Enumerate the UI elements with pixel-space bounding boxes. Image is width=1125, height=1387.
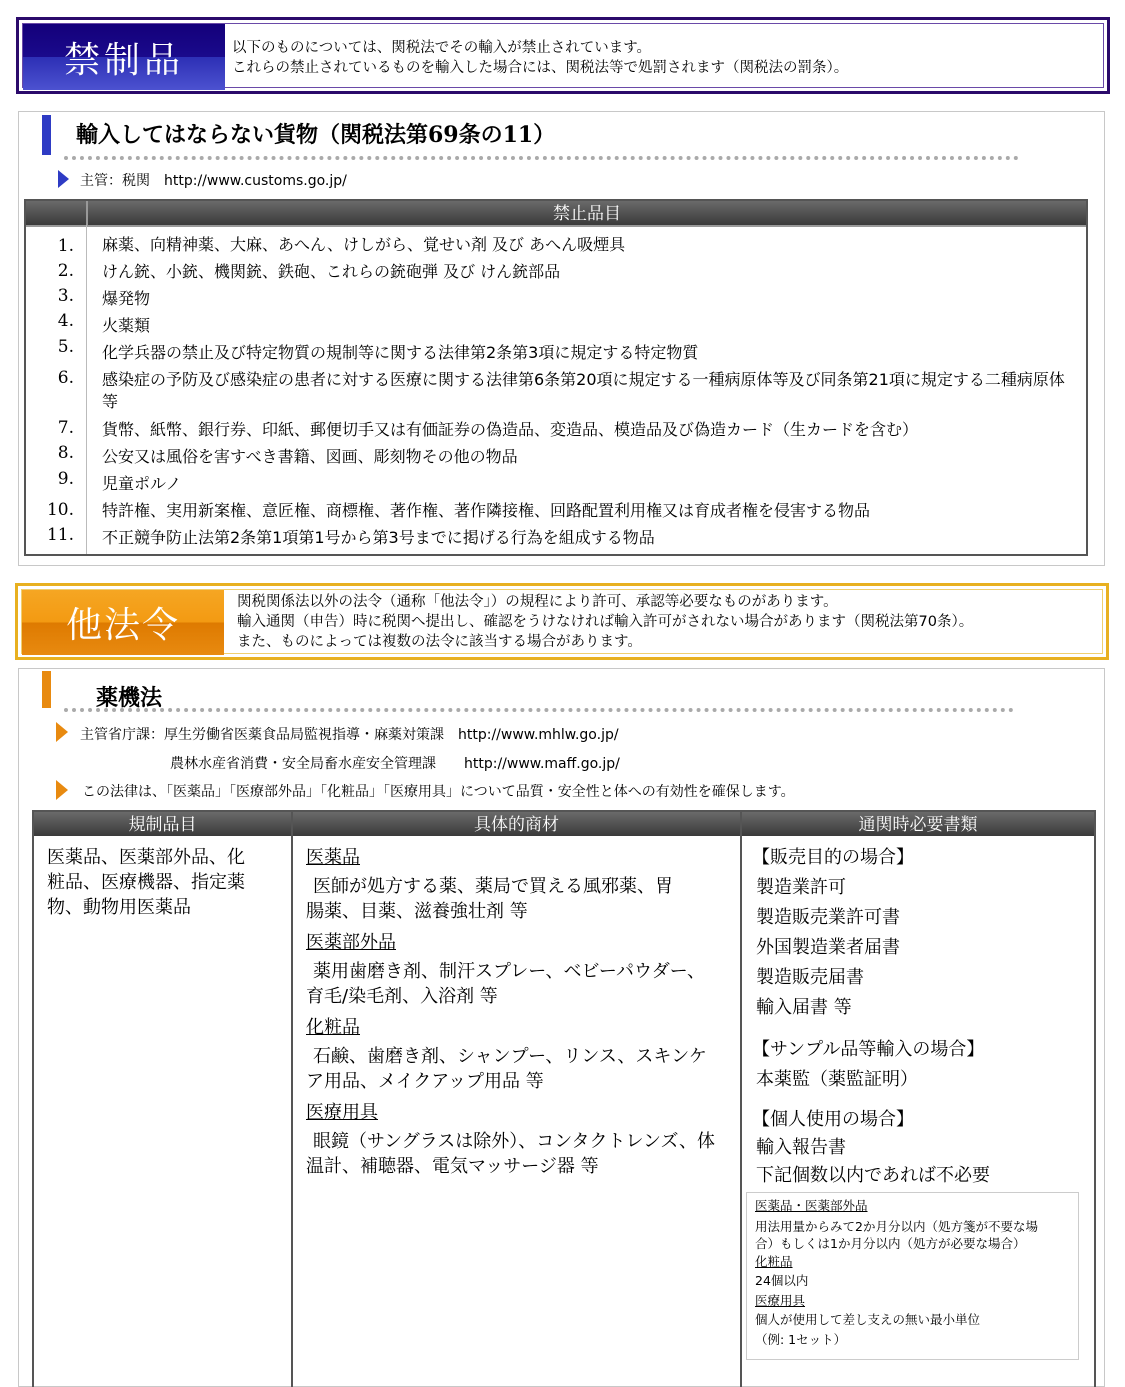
note-heading: 化粧品: [755, 1253, 793, 1269]
product-line: 薬用歯磨き剤、制汗スプレー、ベビーパウダー、: [313, 961, 706, 982]
product-line: 腸薬、目薬、滋養強壮剤 等: [306, 901, 528, 922]
document-item: 製造販売業許可書: [756, 907, 900, 928]
regulated-line: 粧品、医療機器、指定薬: [47, 872, 245, 893]
law-authority-1: 主管省庁課：厚生労働省医薬食品局監視指導・麻薬対策課 http://www.mhlw.go.jp/: [80, 727, 619, 743]
row-number: 10.: [46, 500, 74, 520]
other-laws-header: [15, 583, 1109, 660]
document-item: 下記個数以内であれば不必要: [756, 1165, 990, 1186]
dotted-divider: [64, 156, 1019, 160]
product-heading: 医薬部外品: [306, 932, 396, 953]
regulated-line: 医薬品、医薬部外品、化: [47, 847, 245, 868]
other-laws-desc-line: 輸入通関（申告）時に税関へ提出し、確認をうけなければ輸入許可がされない場合があります（関税法第70条）。: [237, 614, 974, 630]
table-row: 特許権、実用新案権、意匠権、商標権、著作権、著作隣接権、回路配置利用権又は育成者権を侵害する物品: [102, 501, 871, 520]
row-number: 7.: [57, 418, 74, 438]
title-bar-icon: [42, 671, 51, 708]
products-cell: [306, 845, 736, 1179]
note-line: 個人が使用して差し支えの無い最小単位: [755, 1312, 981, 1327]
prohibited-desc-line: 以下のものについては、関税法でその輸入が禁止されています。: [232, 40, 652, 56]
row-number: 6.: [57, 368, 74, 388]
document-item: 輸入届書 等: [756, 997, 852, 1018]
arrow-right-icon: [56, 722, 68, 742]
product-line: 医師が処方する薬、薬局で買える風邪薬、胃: [313, 876, 673, 897]
law-title: 薬機法: [96, 686, 163, 711]
other-laws-description: [237, 592, 973, 652]
document-item: 輸入報告書: [756, 1137, 846, 1158]
dotted-divider: [64, 708, 1014, 712]
row-number: 4.: [57, 311, 74, 331]
product-heading: 医薬品: [306, 847, 360, 868]
table-header-label: 禁止品目: [553, 204, 621, 224]
row-number: 9.: [57, 469, 74, 489]
note-heading: 医療用具: [755, 1292, 806, 1308]
number-column-divider: [86, 225, 87, 554]
other-laws-desc-line: また、ものによっては複数の法令に該当する場合があります。: [237, 634, 642, 650]
table-row: 公安又は風俗を害すべき書籍、図画、彫刻物その他の物品: [102, 447, 518, 466]
prohibited-description: [232, 38, 848, 78]
table-row: けん銃、小銃、機関銃、鉄砲、これらの銃砲弾 及び けん銃部品: [102, 262, 561, 281]
table-header: [26, 201, 1086, 225]
law-purpose: この法律は、「医薬品」「医療部外品」「化粧品」「医療用具」について品質・安全性と体への有効性を確保します。: [82, 784, 795, 800]
row-number: 11.: [46, 525, 74, 545]
product-heading: 医療用具: [306, 1102, 378, 1123]
document-item: 製造業許可: [756, 877, 846, 898]
table-row: 火薬類: [102, 316, 151, 335]
row-number: 8.: [57, 443, 74, 463]
product-line: 眼鏡（サングラスは除外）、コンタクトレンズ、体: [313, 1131, 716, 1152]
document-item: 本薬監（薬監証明）: [756, 1069, 918, 1090]
table-header: [34, 812, 1094, 836]
other-laws-desc-line: 関税関係法以外の法令（通称「他法令」）の規程により許可、承認等必要なものがあります。: [237, 594, 838, 610]
documents-heading-personal: 【個人使用の場合】: [752, 1109, 914, 1130]
other-laws-label: 他法令: [22, 590, 224, 655]
document-item: 製造販売届書: [756, 967, 864, 988]
title-bar-icon: [42, 115, 51, 155]
product-line: ア用品、メイクアップ用品 等: [306, 1071, 544, 1092]
table-row: 児童ポルノ: [102, 474, 182, 493]
table-row: 感染症の予防及び感染症の患者に対する医療に関する法律第6条第20項に規定する一種病原体等及び同条第21項に規定する二種病原体等: [102, 370, 1065, 411]
prohibited-header: [16, 17, 1110, 94]
table-row: 貨幣、紙幣、銀行券、印紙、郵便切手又は有価証券の偽造品、変造品、模造品及び偽造カード（生カードを含む）: [102, 420, 919, 439]
note-line: 24個以内: [755, 1273, 809, 1288]
prohibited-label: 禁制品: [23, 24, 225, 90]
table-row: 不正競争防止法第2条第1項第1号から第3号までに掲げる行為を組成する物品: [102, 528, 655, 547]
row-number: 1.: [57, 236, 74, 256]
note-line: （例: 1セット）: [755, 1331, 847, 1347]
prohibited-authority: 主管：税関 http://www.customs.go.jp/: [80, 173, 347, 189]
arrow-right-icon: [56, 780, 68, 800]
product-line: 温計、補聴器、電気マッサージ器 等: [306, 1156, 599, 1177]
column-divider: [740, 812, 742, 1387]
column-divider: [291, 812, 293, 1387]
table-row: 化学兵器の禁止及び特定物質の規制等に関する法律第2条第3項に規定する特定物質: [102, 343, 699, 362]
note-line: 合）もしくは1か月分以内（処方が必要な場合）: [755, 1235, 1026, 1251]
law-authority-2: 農林水産省消費・安全局畜水産安全管理課 http://www.maff.go.jp/: [170, 756, 620, 772]
documents-cell: [752, 843, 1082, 1190]
header-separator: [26, 225, 1086, 227]
arrow-right-icon: [58, 170, 69, 188]
product-heading: 化粧品: [306, 1017, 360, 1038]
prohibited-table: [24, 199, 1088, 556]
note-heading: 医薬品・医薬部外品: [755, 1198, 868, 1213]
table-row: 麻薬、向精神薬、大麻、あへん、けしがら、覚せい剤 及び あへん吸煙具: [102, 235, 626, 254]
product-line: 育毛/染毛剤、入浴剤 等: [306, 986, 498, 1007]
row-number: 2.: [57, 261, 74, 281]
table-row: 爆発物: [102, 289, 151, 308]
prohibited-desc-line: これらの禁止されているものを輸入した場合には、関税法等で処罰されます（関税法の罰条）。: [232, 60, 849, 76]
documents-heading-sample: 【サンプル品等輸入の場合】: [752, 1039, 985, 1060]
product-line: 石鹸、歯磨き剤、シャンプー、リンス、スキンケ: [313, 1046, 707, 1067]
row-number: 3.: [57, 286, 74, 306]
header-products: 具体的商材: [474, 815, 559, 835]
regulated-items-cell: [47, 845, 277, 920]
personal-use-note: [755, 1196, 1077, 1349]
header-regulated-items: 規制品目: [128, 815, 197, 835]
documents-heading-sales: 【販売目的の場合】: [752, 847, 914, 868]
row-number: 5.: [57, 337, 74, 357]
note-line: 用法用量からみて2か月分以内（処方箋が不要な場: [755, 1218, 1038, 1234]
prohibited-title: 輸入してはならない貨物（関税法第69条の11）: [76, 122, 556, 148]
header-documents: 通関時必要書類: [858, 815, 978, 835]
regulated-line: 物、動物用医薬品: [47, 897, 191, 918]
document-item: 外国製造業者届書: [756, 937, 900, 958]
